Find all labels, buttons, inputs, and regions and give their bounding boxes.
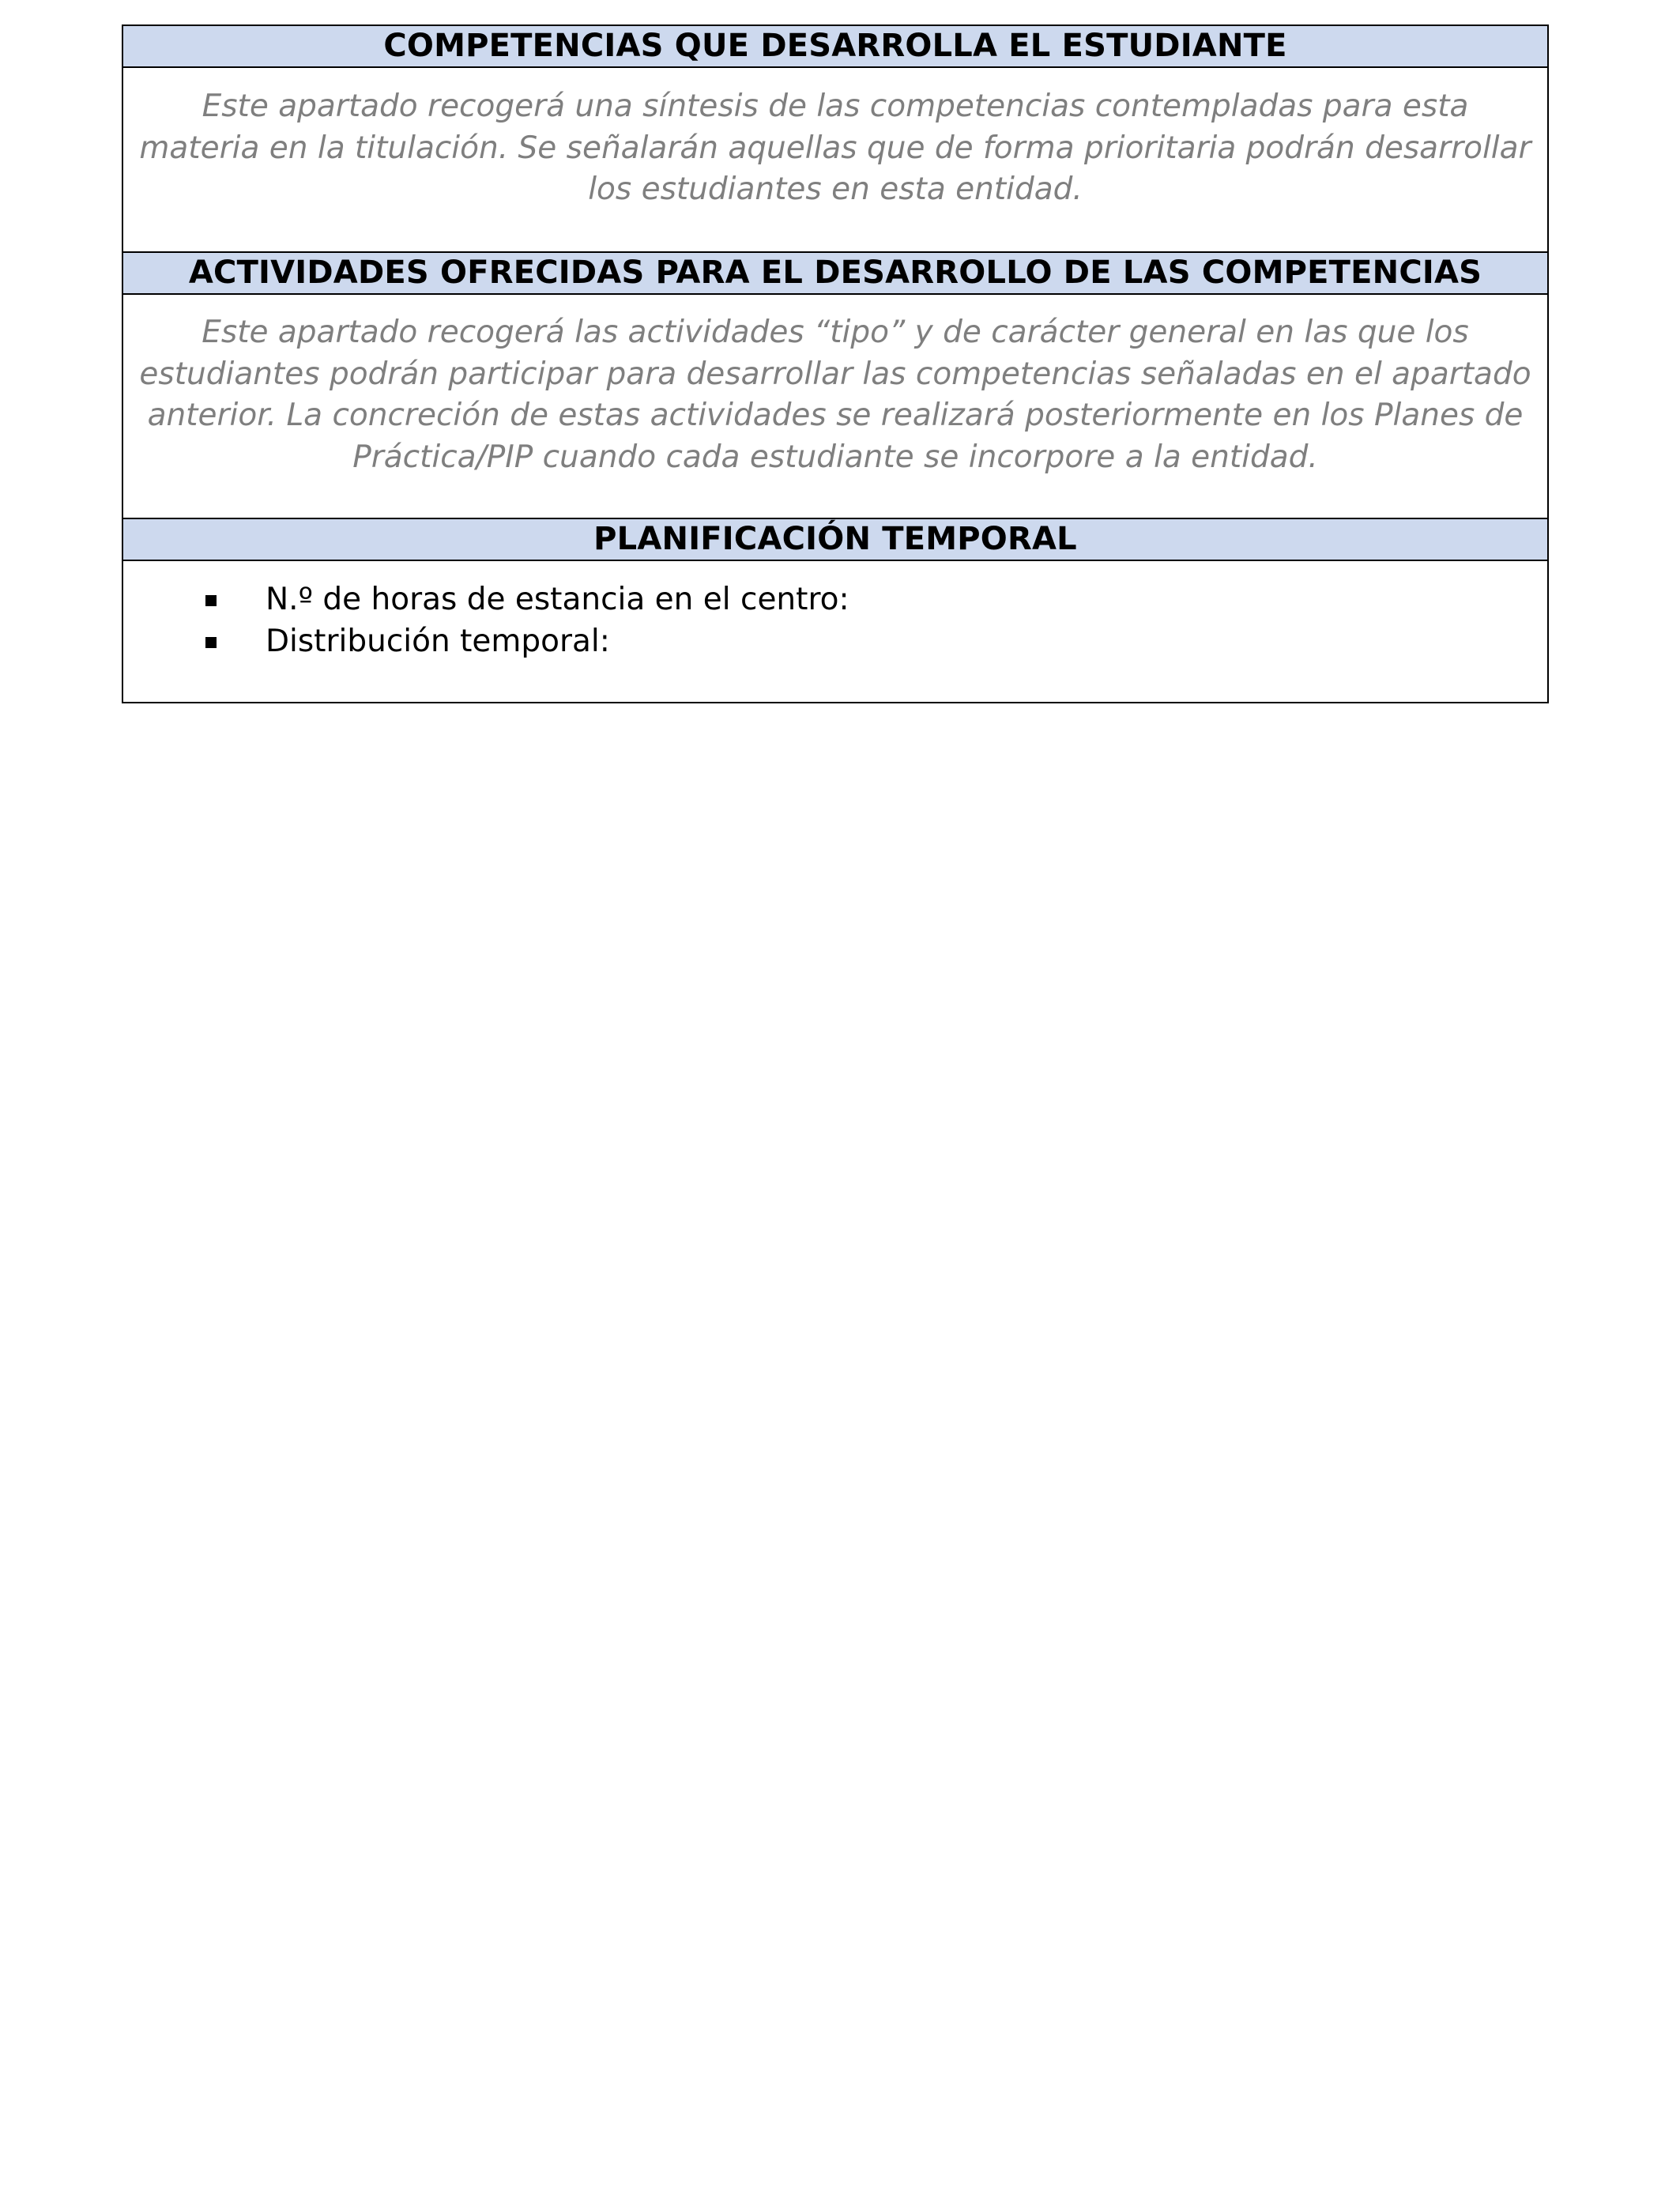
section-row-actividades-heading [122,252,1548,294]
list-item-distribucion [123,621,1547,663]
horas-estancia-label: N.º de horas de estancia en el centro: [266,582,849,617]
section-row-competencias-heading [122,25,1548,67]
planificacion-list [123,561,1547,662]
section-body-competencias [122,67,1548,252]
distribucion-temporal-label: Distribución temporal: [266,623,610,659]
list-item-horas [123,579,1547,621]
section-row-actividades-body [122,294,1548,518]
section-row-competencias-body [122,67,1548,252]
square-bullet-icon [205,595,217,606]
section-row-planificacion-heading [122,518,1548,560]
section-heading-planificacion: PLANIFICACIÓN TEMPORAL [122,518,1548,560]
competencias-description: Este apartado recogerá una síntesis de las competencias contempladas para esta materia en la titulación. Se señalarán aquellas que de forma prioritaria podrán desarrollar los estudiantes en esta entidad. [139,89,1531,207]
square-bullet-icon [205,637,217,648]
actividades-description: Este apartado recogerá las actividades “tipo” y de carácter general en las que los estudiantes podrán participar para desarrollar las competencias señaladas en el apartado anterior. La concreción de estas actividades se realizará posteriormente en los Planes de Práctica/PIP cuando cada estudiante se incorpore a la entidad. [139,315,1531,475]
form-table [122,25,1549,703]
section-heading-competencias: COMPETENCIAS QUE DESARROLLA EL ESTUDIANTE [122,25,1548,67]
section-heading-actividades: ACTIVIDADES OFRECIDAS PARA EL DESARROLLO DE LAS COMPETENCIAS [122,252,1548,294]
section-body-actividades [122,294,1548,518]
section-row-planificacion-body [122,560,1548,703]
section-body-planificacion [122,560,1548,703]
